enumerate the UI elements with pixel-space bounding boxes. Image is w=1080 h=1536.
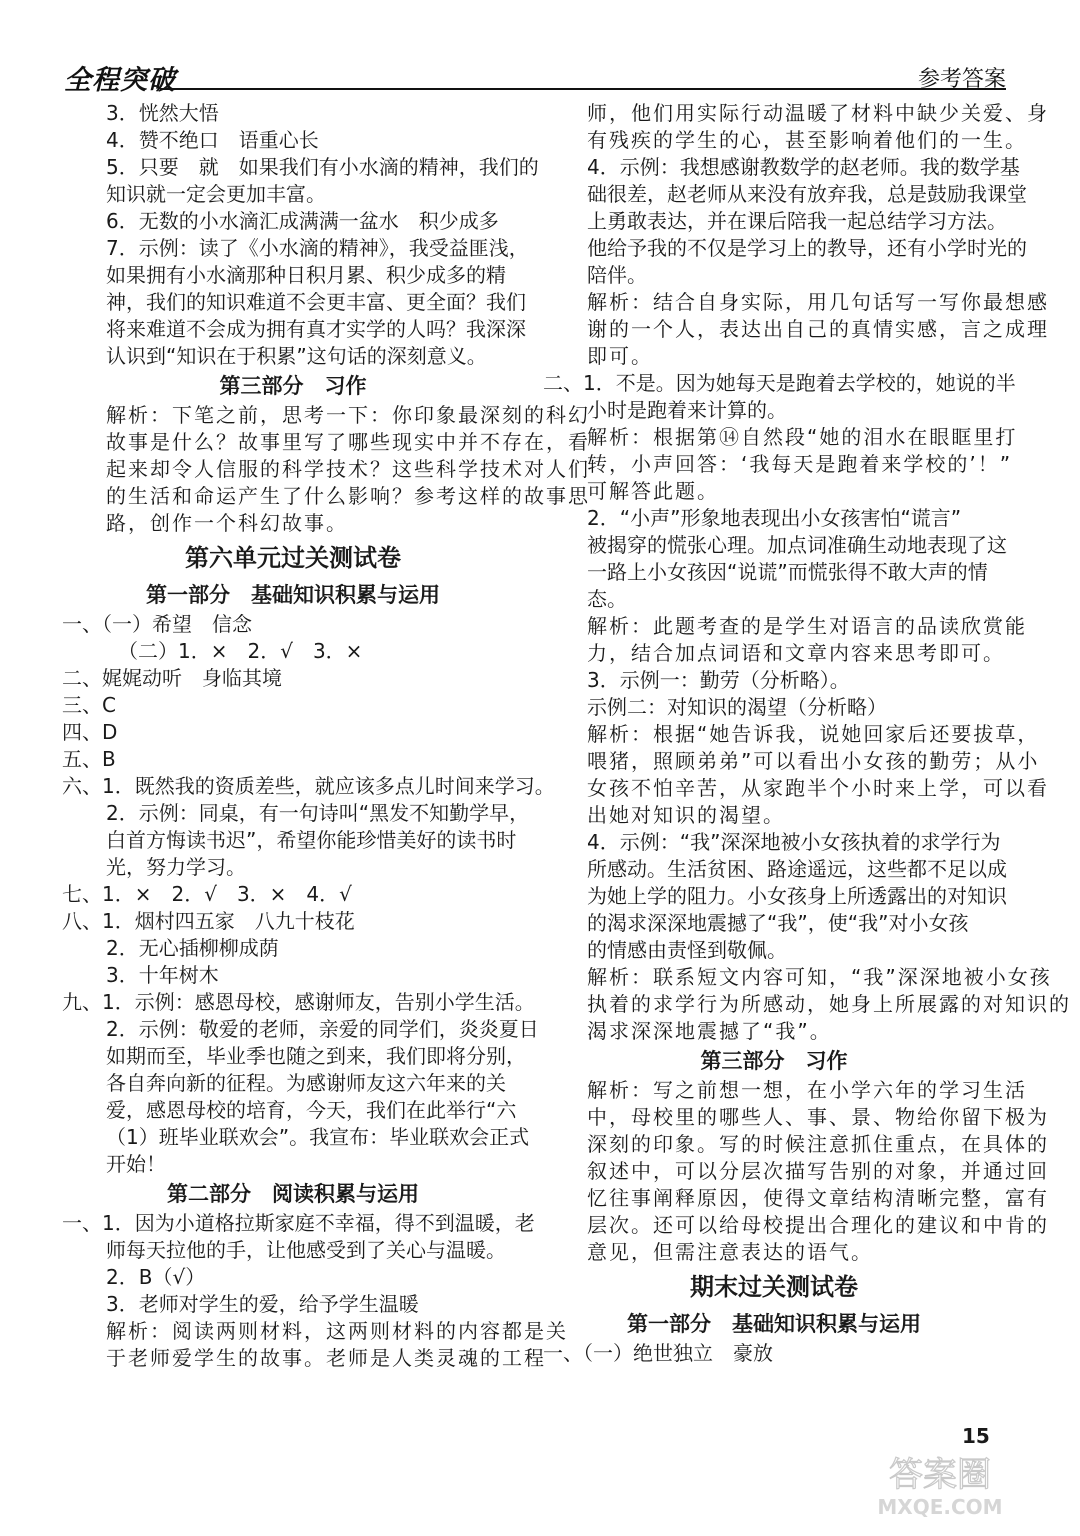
text-line: 4．示例：我想感谢教数学的赵老师。我的数学基 [587,155,1020,179]
text-line: 7．示例：读了《小水滴的精神》，我受益匪浅， [106,236,529,260]
text-line: 解析：结合自身实际，用几句话写一写你最想感 [587,290,1049,314]
text-line: 一、1．因为小道格拉斯家庭不幸福，得不到温暖，老 [62,1211,535,1235]
text-line: 一、（一）希望 信念 [62,612,252,636]
watermark-text: 答案圈 [889,1455,991,1495]
text-line: 路，创作一个科幻故事。 [106,511,348,535]
text-line: 各自奔向新的征程。为感谢师友这六年来的关 [106,1071,506,1095]
text-line: 二、1．不是。因为她每天是跑着去学校的，她说的半 [543,371,1016,395]
text-line: 所感动。生活贫困、路途遥远，这些都不足以成 [587,857,1007,881]
text-line: 解析：联系短文内容可知，“我”深深地被小女孩 [587,965,1052,989]
text-line: 的情感由责怪到敬佩。 [587,938,787,962]
text-line: 力，结合加点词语和文章内容来思考即可。 [587,641,1005,665]
text-line: 二、娓娓动听 身临其境 [62,666,282,690]
text-line: 师，他们用实际行动温暖了材料中缺少关爱、身 [587,101,1049,125]
text-line: 喂猪，照顾弟弟”可以看出小女孩的勤劳；从小 [587,749,1040,773]
text-line: 3．老师对学生的爱，给予学生温暖 [106,1292,419,1316]
section-heading: 第三部分 习作 [219,374,367,398]
text-line: 转，小声回答：‘我每天是跑着来学校的’！” [587,452,1013,476]
text-line: 即可。 [587,344,653,368]
text-line: （1）班毕业联欢会”。我宣布：毕业联欢会正式 [106,1125,530,1149]
text-line: 的渴求深深地震撼了“我”，使“我”对小女孩 [587,911,969,935]
text-line: 四、D [62,720,118,744]
text-line: 六、1．既然我的资质差些，就应该多点儿时间来学习。 [62,774,555,798]
header-series-title: 全程突破 [64,65,176,96]
text-line: 中，母校里的哪些人、事、景、物给你留下极为 [587,1105,1049,1129]
text-line: 女孩不怕辛苦，从家跑半个小时来上学，可以看 [587,776,1049,800]
text-line: （二）1．× 2．√ 3．× [118,639,363,663]
text-line: 可解答此题。 [587,479,719,503]
text-line: 谢的一个人，表达出自己的真情实感，言之成理 [587,317,1049,341]
text-line: 神，我们的知识难道不会更丰富、更全面？我们 [106,290,526,314]
text-line: 3．示例一：勤劳（分析略）。 [587,668,850,692]
text-line: 2．示例：同桌，有一句诗叫“黑发不知勤学早， [106,801,530,825]
text-line: 被揭穿的慌张心理。加点词准确生动地表现了这 [587,533,1007,557]
text-line: 示例二：对知识的渴望（分析略） [587,695,887,719]
text-line: 解析：阅读两则材料，这两则材料的内容都是关 [106,1319,568,1343]
text-line: 2．示例：敬爱的老师，亲爱的同学们，炎炎夏日 [106,1017,539,1041]
text-line: 解析：此题考查的是学生对语言的品读欣赏能 [587,614,1027,638]
text-line: 九、1．示例：感恩母校，感谢师友，告别小学生活。 [62,990,535,1014]
text-line: 三、C [62,693,116,717]
text-line: 八、1．烟村四五家 八九十枝花 [62,909,355,933]
text-line: 4．赞不绝口 语重心长 [106,128,319,152]
text-line: 一路上小女孩因“说谎”而慌张得不敢大声的情 [587,560,988,584]
text-line: 有残疾的学生的心，甚至影响着他们的一生。 [587,128,1027,152]
text-line: 4．示例：“我”深深地被小女孩执着的求学行为 [587,830,1001,854]
text-line: 解析：下笔之前，思考一下：你印象最深刻的科幻 [106,403,590,427]
text-line: 七、1．× 2．√ 3．× 4．√ [62,882,352,906]
text-line: 他给予我的不仅是学习上的教导，还有小学时光的 [587,236,1027,260]
page-number: 15 [962,1424,990,1448]
text-line: 如期而至，毕业季也随之到来，我们即将分别， [106,1044,526,1068]
header-rule [160,88,1006,90]
left-column [62,100,590,1372]
section-heading: 第二部分 阅读积累与运用 [167,1182,419,1206]
text-line: 上勇敢表达，并在课后陪我一起总结学习方法。 [587,209,1007,233]
text-line: 渴求深深地震撼了“我”。 [587,1019,832,1043]
section-heading: 第三部分 习作 [700,1049,848,1073]
header-section-title: 参考答案 [917,67,1006,92]
text-line: 2．无心插柳柳成荫 [106,936,279,960]
text-line: 认识到“知识在于积累”这句话的深刻意义。 [106,344,487,368]
text-line: 叙述中，可以分层次描写告别的对象，并通过回 [587,1159,1049,1183]
text-line: 执着的求学行为所感动，她身上所展露的对知识的 [587,992,1071,1016]
watermark-site: MXQE.COM [877,1495,1003,1519]
text-line: 解析：根据“她告诉我，说她回家后还要拔草， [587,722,1040,746]
section-heading: 第一部分 基础知识积累与运用 [146,583,440,607]
section-heading: 第六单元过关测试卷 [185,544,401,572]
text-line: 6．无数的小水滴汇成满满一盆水 积少成多 [106,209,499,233]
text-line: 开始！ [106,1152,166,1176]
text-line: 层次。还可以给母校提出合理化的建议和中肯的 [587,1213,1049,1237]
text-line: 小时是跑着来计算的。 [587,398,787,422]
text-line: 如果拥有小水滴那种日积月累、积少成多的精 [106,263,506,287]
right-column [543,100,1071,1367]
text-line: 3．十年树木 [106,963,219,987]
text-line: 知识就一定会更加丰富。 [106,182,326,206]
text-line: 一、（一）绝世独立 豪放 [543,1341,773,1365]
text-line: 解析：写之前想一想，在小学六年的学习生活 [587,1078,1027,1102]
text-line: 为她上学的阻力。小女孩身上所透露出的对知识 [587,884,1007,908]
text-line: 光，努力学习。 [106,855,246,879]
section-heading: 第一部分 基础知识积累与运用 [627,1312,921,1336]
text-line: 态。 [587,587,627,611]
text-line: 于老师爱学生的故事。老师是人类灵魂的工程 [106,1346,546,1370]
section-heading: 期末过关测试卷 [690,1273,858,1301]
text-line: 5．只要 就 如果我们有小水滴的精神，我们的 [106,155,539,179]
text-line: 爱，感恩母校的培育，今天，我们在此举行“六 [106,1098,517,1122]
text-line: 出她对知识的渴望。 [587,803,785,827]
text-line: 2．“小声”形象地表现出小女孩害怕“谎言” [587,506,962,530]
text-line: 起来却令人信服的科学技术？这些科学技术对人们 [106,457,590,481]
watermark-logo [870,1450,1010,1520]
text-line: 五、B [62,747,116,771]
text-line: 解析：根据第⑭自然段“她的泪水在眼眶里打 [587,425,1018,449]
text-line: 白首方悔读书迟”，希望你能珍惜美好的读书时 [106,828,517,852]
text-line: 2．B（√） [106,1265,206,1289]
text-line: 意见，但需注意表达的语气。 [587,1240,873,1264]
text-line: 的生活和命运产生了什么影响？参考这样的故事思 [106,484,590,508]
text-line: 忆往事阐释原因，使得文章结构清晰完整，富有 [587,1186,1049,1210]
text-line: 础很差，赵老师从来没有放弃我，总是鼓励我课堂 [587,182,1027,206]
text-line: 将来难道不会成为拥有真才实学的人吗？我深深 [106,317,526,341]
text-line: 陪伴。 [587,263,647,287]
text-line: 师每天拉他的手，让他感受到了关心与温暖。 [106,1238,506,1262]
text-line: 3．恍然大悟 [106,101,219,125]
text-line: 深刻的印象。写的时候注意抓住重点，在具体的 [587,1132,1049,1156]
text-line: 故事是什么？故事里写了哪些现实中并不存在，看 [106,430,590,454]
